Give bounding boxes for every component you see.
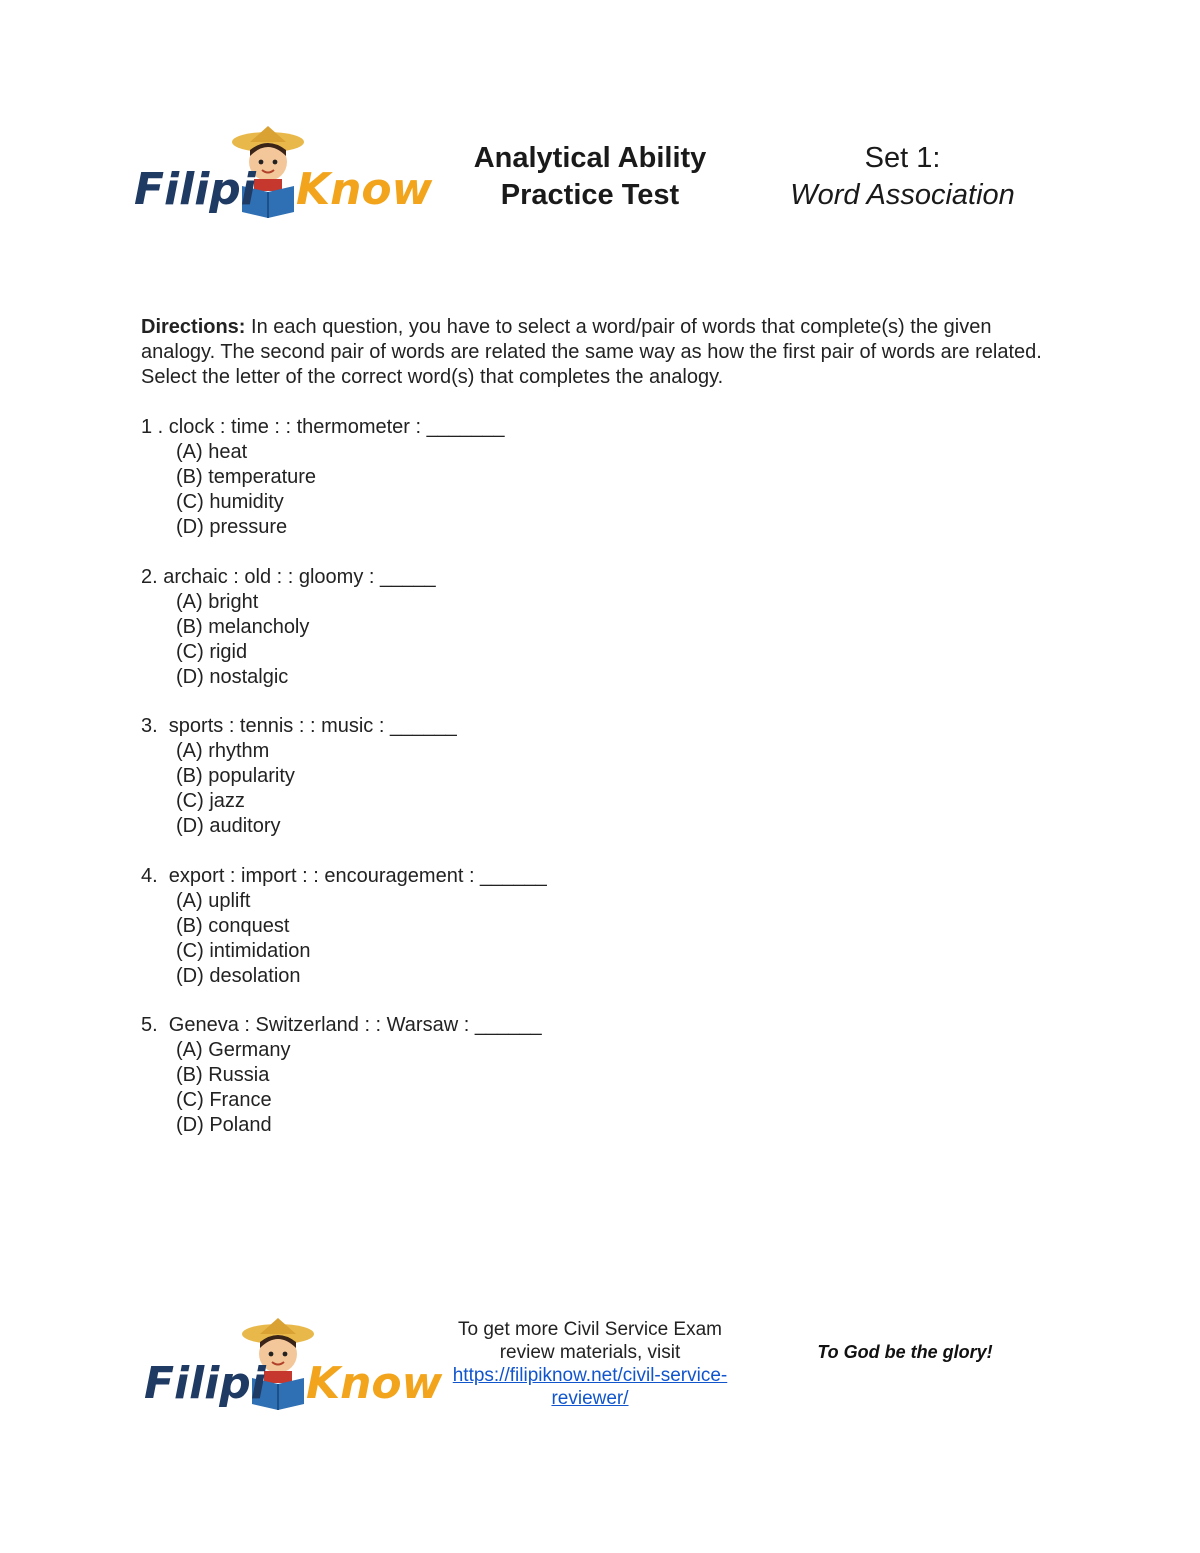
option-list: [141, 590, 1041, 690]
option-a: (A) bright: [176, 590, 259, 613]
option-list: [141, 739, 1041, 839]
question-1: [141, 415, 1041, 540]
option-d: (D) Poland: [176, 1114, 272, 1136]
document-title: [430, 140, 750, 214]
svg-text:Filipi: Filipi: [134, 164, 256, 215]
footer-line-1: To get more Civil Service Exam: [458, 1319, 722, 1340]
question-4: [141, 864, 1041, 989]
reviewer-link-part-2: reviewer/: [551, 1388, 629, 1409]
option-list: [141, 889, 1041, 989]
question-3: [141, 714, 1041, 839]
footer-line-2: review materials, visit: [499, 1342, 681, 1363]
svg-text:Know: Know: [306, 1358, 443, 1409]
svg-text:Know: Know: [296, 164, 433, 215]
option-list: [141, 440, 1041, 540]
option-d: (D) desolation: [176, 964, 301, 987]
option-d: (D) nostalgic: [176, 665, 289, 688]
option-a: (A) rhythm: [176, 740, 270, 762]
footer-quote: To God be the glory!: [817, 1342, 993, 1362]
question-2: [141, 565, 1041, 690]
reviewer-link-part-1: https://filipiknow.net/civil-service-: [452, 1365, 728, 1386]
set-topic: Word Association: [790, 179, 1015, 211]
set-label: Set 1:: [864, 142, 941, 174]
footer-filipiknow-logo: [140, 1312, 443, 1417]
option-b: (B) melancholy: [176, 615, 310, 638]
question-stem: 2. archaic : old : : gloomy : _____: [141, 565, 436, 588]
title-line-1: Analytical Ability: [473, 142, 707, 174]
question-stem: 3. sports : tennis : : music : ______: [141, 715, 457, 737]
option-c: (C) France: [176, 1089, 272, 1111]
option-list: [141, 1038, 1041, 1138]
option-c: (C) rigid: [176, 640, 248, 663]
option-a: (A) uplift: [176, 889, 251, 912]
directions-text: In each question, you have to select a word/pair of words that complete(s) the given analogy. The second pair of words are related the same way as how the first pair of words are related. Select the letter of the correct word(s) that completes the analogy.: [141, 316, 1042, 388]
option-b: (B) popularity: [176, 765, 295, 787]
reviewer-link[interactable]: [453, 1365, 728, 1409]
option-d: (D) auditory: [176, 815, 281, 837]
question-5: [141, 1013, 1041, 1138]
question-list: [141, 415, 1041, 1163]
filipiknow-logo: [130, 120, 433, 225]
option-b: (B) temperature: [176, 466, 317, 488]
option-c: (C) humidity: [176, 491, 284, 513]
set-heading: [760, 140, 1045, 214]
directions-label: Directions:: [141, 316, 246, 338]
question-stem: 5. Geneva : Switzerland : : Warsaw : ______: [141, 1014, 542, 1036]
title-line-2: Practice Test: [500, 179, 680, 211]
option-c: (C) intimidation: [176, 939, 311, 962]
svg-text:Filipi: Filipi: [144, 1358, 266, 1409]
question-stem: 1 . clock : time : : thermometer : _______: [141, 416, 505, 438]
footer-note: [440, 1318, 740, 1410]
option-a: (A) Germany: [176, 1039, 291, 1061]
directions-paragraph: [141, 315, 1071, 390]
option-b: (B) conquest: [176, 914, 290, 937]
option-b: (B) Russia: [176, 1064, 270, 1086]
option-c: (C) jazz: [176, 790, 245, 812]
option-d: (D) pressure: [176, 516, 288, 538]
option-a: (A) heat: [176, 441, 248, 463]
question-stem: 4. export : import : : encouragement : ______: [141, 864, 547, 887]
